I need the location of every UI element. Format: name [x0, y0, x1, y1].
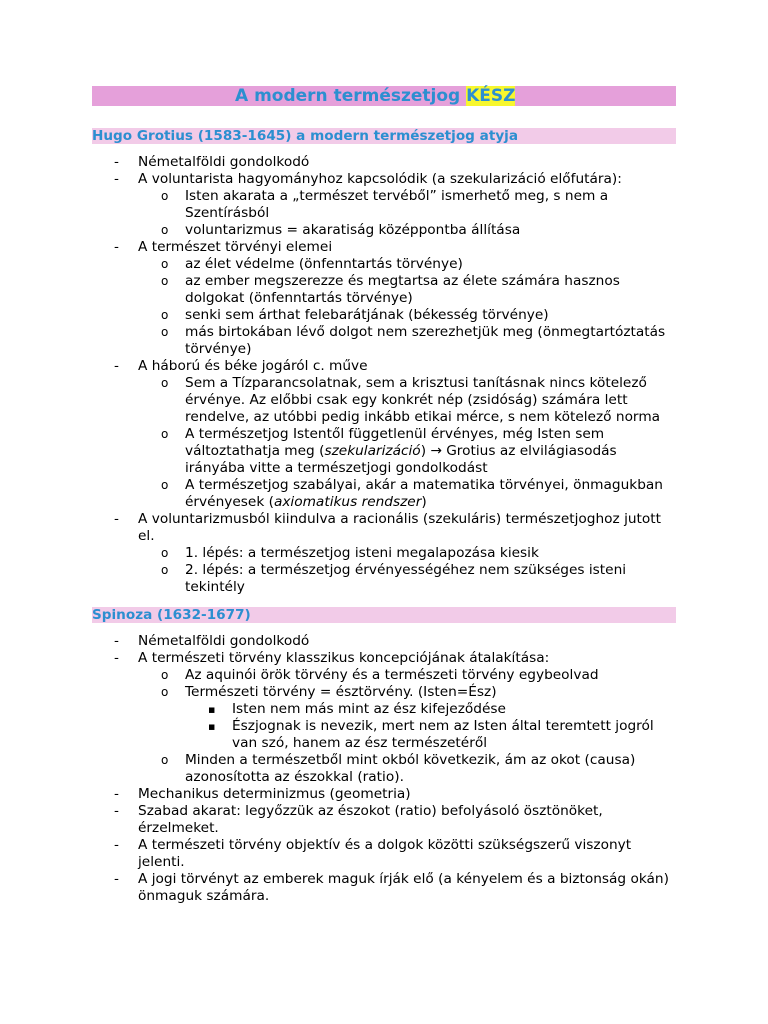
section-heading-spinoza: Spinoza (1632-1677): [92, 607, 676, 623]
sub-list-item: o Az aquinói örök törvény és a természeti törvény egybeolvad: [138, 667, 676, 684]
grotius-list: [92, 154, 676, 596]
sub-list-item: o Természeti törvény = észtörvény. (Isten=Ész) ▪ Isten nem más mint az ész kifejeződése ▪ Észjognak is nevezik, mert nem az Isten által teremtett jogról van szó, hanem az ész természetéről: [138, 684, 676, 752]
title-main: A modern természetjog: [235, 86, 467, 106]
sub-list-item: o az élet védelme (önfenntartás törvénye): [138, 256, 676, 273]
list-item: - A háború és béke jogáról c. műve o Sem a Tízparancsolatnak, sem a krisztusi tanításnak nincs kötelező érvénye. Az előbbi csak egy konkrét nép (zsidóság) számára lett rendelve, az utóbbi pedig inkább etikai mérce, s nem kötelező norma o A természetjog Istentől függetlenül érvényes, még Isten sem változtathatja meg (szekularizáció) → Grotius az elvilágiasodás irányába vitte a természetjogi gondolkodást o A természetjog szabályai, akár a matematika törvényei, önmagukban érvényesek (axiomatikus rendszer): [92, 358, 676, 511]
title-highlight: KÉSZ: [466, 86, 516, 106]
section-heading-grotius: Hugo Grotius (1583-1645) a modern természetjog atyja: [92, 128, 676, 144]
list-item: - Szabad akarat: legyőzzük az észokot (ratio) befolyásoló ösztönöket, érzelmeket.: [92, 803, 676, 837]
sub-list: [138, 188, 676, 239]
list-item: - Németalföldi gondolkodó: [92, 633, 676, 650]
sub-list-item: o Sem a Tízparancsolatnak, sem a krisztusi tanításnak nincs kötelező érvénye. Az előbbi csak egy konkrét nép (zsidóság) számára lett rendelve, az utóbbi pedig inkább etikai mérce, s nem kötelező norma: [138, 375, 676, 426]
list-item: - A voluntarizmusból kiindulva a racionális (szekuláris) természetjoghoz jutott el. o 1. lépés: a természetjog isteni megalapozása kiesik o 2. lépés: a természetjog érvényességéhez nem szükséges isteni tekintély: [92, 511, 676, 596]
sub-list-item: o voluntarizmus = akaratiság középpontba állítása: [138, 222, 676, 239]
list-item: - Németalföldi gondolkodó: [92, 154, 676, 171]
document-page: [92, 86, 676, 905]
list-item: - A jogi törvényt az emberek maguk írják elő (a kényelem és a biztonság okán) önmaguk számára.: [92, 871, 676, 905]
sub-list-item: o 2. lépés: a természetjog érvényességéhez nem szükséges isteni tekintély: [138, 562, 676, 596]
nested-list-item: ▪ Észjognak is nevezik, mert nem az Isten által teremtett jogról van szó, hanem az ész természetéről: [185, 718, 676, 752]
sub-list-item: o 1. lépés: a természetjog isteni megalapozása kiesik: [138, 545, 676, 562]
sub-list-item: o más birtokában lévő dolgot nem szerezhetjük meg (önmegtartóztatás törvénye): [138, 324, 676, 358]
sub-list: [138, 667, 676, 786]
sub-list-item: o A természetjog szabályai, akár a matematika törvényei, önmagukban érvényesek (axiomatikus rendszer): [138, 477, 676, 511]
page-title: [235, 86, 515, 106]
sub-list: [138, 256, 676, 358]
list-item: - Mechanikus determinizmus (geometria): [92, 786, 676, 803]
list-item: - A természeti törvény objektív és a dolgok közötti szükségszerű viszonyt jelenti.: [92, 837, 676, 871]
spinoza-list: [92, 633, 676, 905]
list-item: - A voluntarista hagyományhoz kapcsolódik (a szekularizáció előfutára): o Isten akarata a „természet tervéből” ismerhető meg, s nem a Szentírásból o voluntarizmus = akaratiság középpontba állítása: [92, 171, 676, 239]
sub-list-item: o Minden a természetből mint okból következik, ám az okot (causa) azonosította az észokkal (ratio).: [138, 752, 676, 786]
list-item: - A természet törvényi elemei o az élet védelme (önfenntartás törvénye) o az ember megszerezze és megtartsa az élete számára hasznos dolgokat (önfenntartás törvénye) o senki sem árthat felebarátjának (békesség törvénye) o más birtokában lévő dolgot nem szerezhetjük meg (önmegtartóztatás törvénye): [92, 239, 676, 358]
sub-list: [138, 375, 676, 511]
sub-list: [138, 545, 676, 596]
sub-list-item: o senki sem árthat felebarátjának (békesség törvénye): [138, 307, 676, 324]
nested-list-item: ▪ Isten nem más mint az ész kifejeződése: [185, 701, 676, 718]
list-item: - A természeti törvény klasszikus koncepciójának átalakítása: o Az aquinói örök törvény és a természeti törvény egybeolvad o Természeti törvény = észtörvény. (Isten=Ész) ▪ Isten nem más mint az ész kifejeződése ▪ Észjognak is nevezik, mert nem az Isten által teremtett jogról van szó, hanem az ész természetéről o Minden a természetből mint okból következik, ám az okot (causa) azonosította az észokkal (ratio).: [92, 650, 676, 786]
nested-sub-list: [185, 701, 676, 752]
sub-list-item: o A természetjog Istentől függetlenül érvényes, még Isten sem változtathatja meg (szekularizáció) → Grotius az elvilágiasodás irányába vitte a természetjogi gondolkodást: [138, 426, 676, 477]
sub-list-item: o az ember megszerezze és megtartsa az élete számára hasznos dolgokat (önfenntartás törvénye): [138, 273, 676, 307]
sub-list-item: o Isten akarata a „természet tervéből” ismerhető meg, s nem a Szentírásból: [138, 188, 676, 222]
title-bar: [92, 86, 676, 106]
